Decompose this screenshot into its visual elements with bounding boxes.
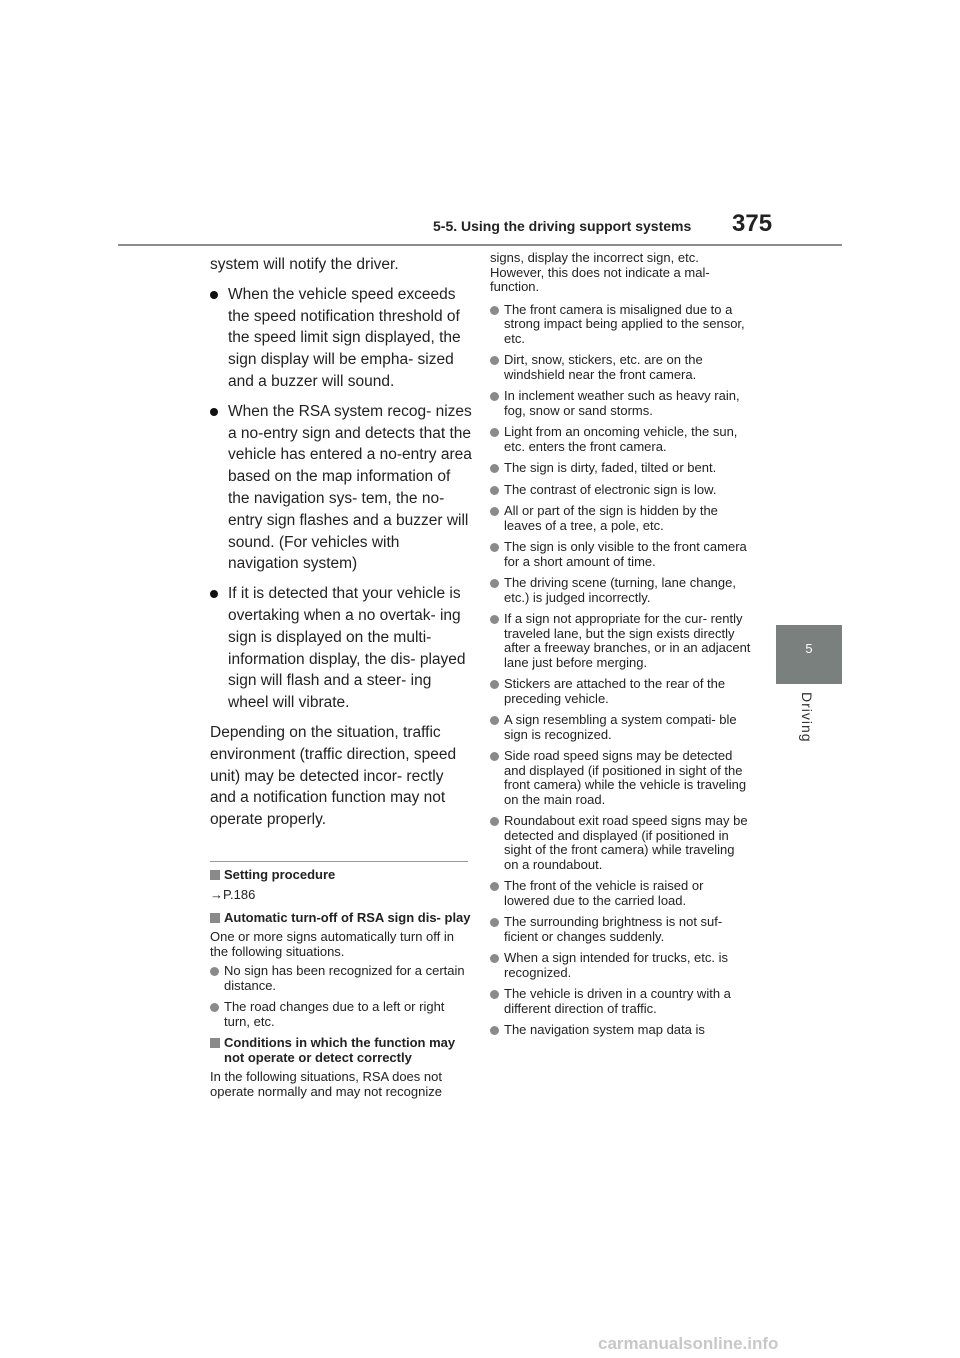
list-item: A sign resembling a system compati- ble sign is recognized. — [490, 713, 752, 742]
list-item: The sign is only visible to the front camera for a short amount of time. — [490, 540, 752, 569]
bullet-dot-icon — [490, 579, 499, 588]
autooff-heading: Automatic turn-off of RSA sign dis- play — [210, 911, 472, 926]
square-bullet-icon — [210, 913, 220, 923]
list-item: The contrast of electronic sign is low. — [490, 483, 752, 498]
list-item: All or part of the sign is hidden by the leaves of a tree, a pole, etc. — [490, 504, 752, 533]
list-item: If a sign not appropriate for the cur- rently traveled lane, but the sign exists directly after a freeway branches, or in an adjacent lane just before merging. — [490, 612, 752, 670]
conditions-heading: Conditions in which the function may not operate or detect correctly — [210, 1036, 472, 1065]
setting-page-reference[interactable]: →P.186 — [210, 887, 256, 903]
watermark: carmanualsonline.info — [598, 1334, 779, 1353]
list-item: The front of the vehicle is raised or lowered due to the carried load. — [490, 879, 752, 908]
section-title: 5-5. Using the driving support systems — [433, 218, 692, 234]
list-item-text: When the RSA system recog- nizes a no-entry sign and detects that the vehicle has entered a no-entry area based on the map information of the navigation sys- tem, the no-entry sign flashes and a buzzer will sound. (For vehicles with navigation system) — [228, 402, 472, 573]
list-item: Roundabout exit road speed signs may be detected and displayed (if positioned in sight of the front camera) while traveling on a roundabout. — [490, 814, 752, 872]
list-item: Light from an oncoming vehicle, the sun, etc. enters the front camera. — [490, 425, 752, 454]
autooff-bullet-list — [210, 964, 472, 1029]
list-item: The road changes due to a left or right turn, etc. — [210, 1000, 472, 1029]
left-column — [210, 254, 472, 1104]
list-item: No sign has been recognized for a certain distance. — [210, 964, 472, 993]
bullet-dot-icon — [490, 306, 499, 315]
list-item: Dirt, snow, stickers, etc. are on the windshield near the front camera. — [490, 353, 752, 382]
square-bullet-icon — [210, 1038, 220, 1048]
right-column — [490, 251, 752, 1045]
bullet-dot-icon — [490, 990, 499, 999]
bullet-dot-icon — [490, 428, 499, 437]
list-item: Side road speed signs may be detected and displayed (if positioned in sight of the front camera) while the vehicle is traveling on the main road. — [490, 749, 752, 807]
bullet-dot-icon — [210, 408, 218, 416]
bullet-dot-icon — [490, 615, 499, 624]
list-item: In inclement weather such as heavy rain, fog, snow or sand storms. — [490, 389, 752, 418]
intro-text: system will notify the driver. — [210, 256, 399, 273]
bullet-dot-icon — [490, 817, 499, 826]
list-item: The sign is dirty, faded, tilted or bent. — [490, 461, 752, 476]
bullet-dot-icon — [210, 291, 218, 299]
bullet-dot-icon — [490, 716, 499, 725]
bullet-dot-icon — [490, 356, 499, 365]
bullet-dot-icon — [490, 464, 499, 473]
bullet-dot-icon — [490, 1026, 499, 1035]
header-rule — [118, 244, 842, 246]
setting-heading: Setting procedure — [210, 868, 472, 883]
bullet-dot-icon — [490, 680, 499, 689]
notification-bullet-list — [210, 284, 472, 714]
bullet-dot-icon — [490, 507, 499, 516]
list-item: Stickers are attached to the rear of the preceding vehicle. — [490, 677, 752, 706]
list-item: The vehicle is driven in a country with a different direction of traffic. — [490, 987, 752, 1016]
bullet-dot-icon — [210, 1003, 219, 1012]
list-item — [210, 284, 472, 393]
autooff-text: One or more signs automatically turn off in the following situations. — [210, 929, 454, 959]
list-item: The driving scene (turning, lane change, etc.) is judged incorrectly. — [490, 576, 752, 605]
bullet-dot-icon — [490, 543, 499, 552]
section-divider — [210, 861, 468, 862]
bullet-dot-icon — [210, 590, 218, 598]
bullet-dot-icon — [490, 486, 499, 495]
bullet-dot-icon — [490, 392, 499, 401]
list-item-text: When the vehicle speed exceeds the speed notification threshold of the speed limit sign displayed, the sign display will be empha- sized and a buzzer will sound. — [228, 285, 461, 390]
bullet-dot-icon — [490, 882, 499, 891]
continuation-text: signs, display the incorrect sign, etc. However, this does not indicate a mal- function. — [490, 250, 710, 294]
list-item: The surrounding brightness is not suf- ficient or changes suddenly. — [490, 915, 752, 944]
chapter-label: Driving — [799, 692, 815, 743]
bullet-dot-icon — [490, 918, 499, 927]
list-item — [210, 583, 472, 714]
bullet-dot-icon — [490, 954, 499, 963]
chapter-tab[interactable] — [776, 625, 842, 684]
conditions-text: In the following situations, RSA does not operate normally and may not recognize — [210, 1069, 442, 1099]
square-bullet-icon — [210, 870, 220, 880]
conditions-bullet-list — [490, 303, 752, 1038]
list-item-text: If it is detected that your vehicle is overtaking when a no overtak- ing sign is displayed on the multi- information display, the dis- played sign will flash and a steer- ing wheel will vibrate. — [228, 585, 466, 712]
list-item — [210, 401, 472, 575]
page-number: 375 — [732, 210, 773, 237]
closing-text: Depending on the situation, traffic environment (traffic direction, speed unit) may be detected incor- rectly and a notification function may not operate properly. — [210, 723, 457, 829]
bullet-dot-icon — [210, 967, 219, 976]
chapter-number: 5 — [805, 641, 813, 656]
list-item: The navigation system map data is — [490, 1023, 752, 1038]
bullet-dot-icon — [490, 752, 499, 761]
list-item: When a sign intended for trucks, etc. is recognized. — [490, 951, 752, 980]
list-item: The front camera is misaligned due to a strong impact being applied to the sensor, etc. — [490, 303, 752, 347]
